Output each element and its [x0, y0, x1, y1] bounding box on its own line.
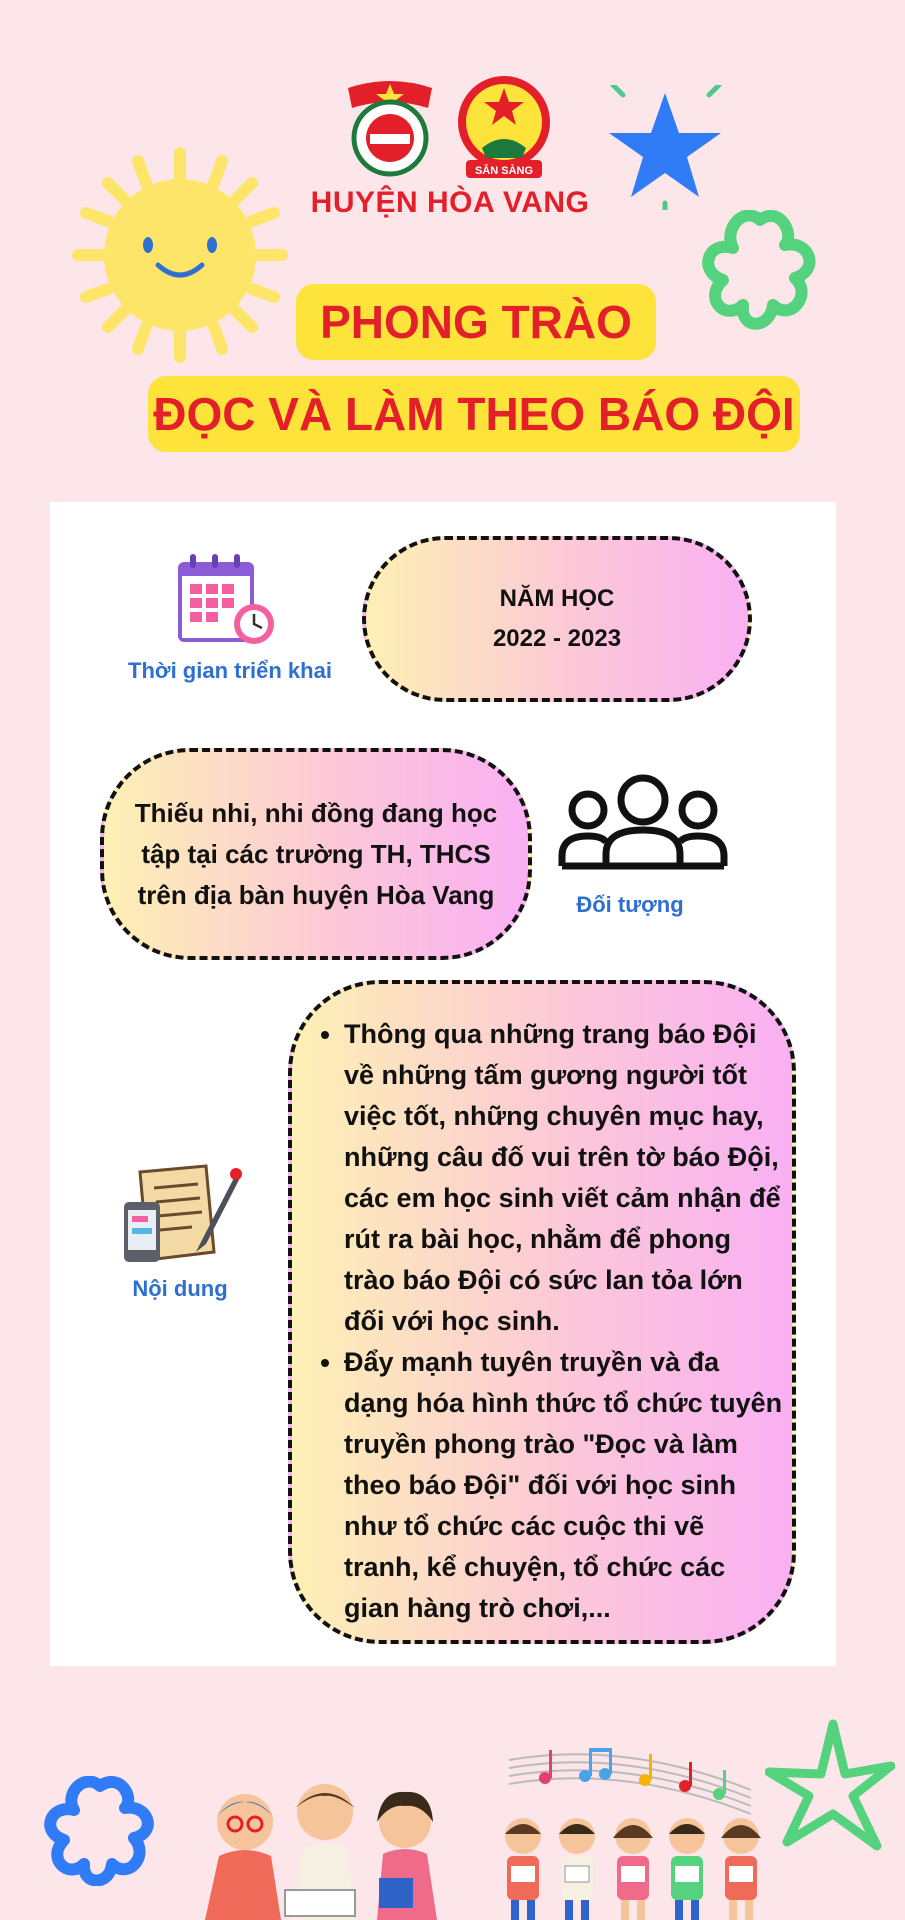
- doan-emblem-icon: [340, 78, 440, 178]
- time-caption: Thời gian triển khai: [128, 658, 332, 683]
- content-panel: [50, 502, 836, 1666]
- content-item-2: • Đẩy mạnh tuyên truyền và đa dạng hóa hình thức tổ chức tuyên truyền phong trào "Đọc và làm theo báo Đội" đối với học sinh như tổ chức các cuộc thi vẽ tranh, kể chuyện, tổ chức các gian hàng trò chơi,...: [344, 1342, 784, 1629]
- emblem-banner-text: SẴN SÀNG: [474, 165, 534, 177]
- flower-icon: [695, 210, 825, 330]
- page-title-line1: PHONG TRÀO: [296, 284, 656, 360]
- flower-icon: [40, 1776, 160, 1886]
- school-year-value: 2022 - 2023: [492, 625, 622, 652]
- star-icon: [765, 1718, 895, 1853]
- document-pen-icon: [118, 1162, 242, 1268]
- doi-emblem-icon: [452, 74, 556, 182]
- sun-icon: [70, 145, 290, 365]
- target-text: Thiếu nhi, nhi đồng đang học tập tại các trường TH, THCS trên địa bàn huyện Hòa Vang: [134, 797, 498, 910]
- star-icon: [605, 85, 725, 210]
- content-item-1: • Thông qua những trang báo Đội về những tấm gương người tốt việc tốt, những chuyên mục hay, những câu đố vui trên tờ báo Đội, các em học sinh viết cảm nhận để rút ra bài học, nhằm để phong trào báo Đội có sức lan tỏa lớn đối với học sinh.: [344, 1014, 784, 1342]
- school-year-label: NĂM HỌC: [499, 585, 615, 612]
- target-caption: Đối tượng: [576, 892, 684, 917]
- people-icon: [558, 772, 728, 872]
- page-title-line2: ĐỌC VÀ LÀM THEO BÁO ĐỘI: [148, 376, 800, 452]
- content-caption: Nội dung: [132, 1276, 228, 1301]
- calendar-icon: [172, 552, 276, 648]
- kids-illustration: [495, 1814, 770, 1920]
- kids-illustration: [185, 1782, 455, 1920]
- music-notes-icon: [505, 1740, 755, 1820]
- target-box: [100, 748, 532, 960]
- content-list: [304, 1014, 784, 1629]
- content-box: [288, 980, 796, 1644]
- district-name: HUYỆN HÒA VANG: [310, 186, 590, 219]
- school-year-box: [362, 536, 752, 702]
